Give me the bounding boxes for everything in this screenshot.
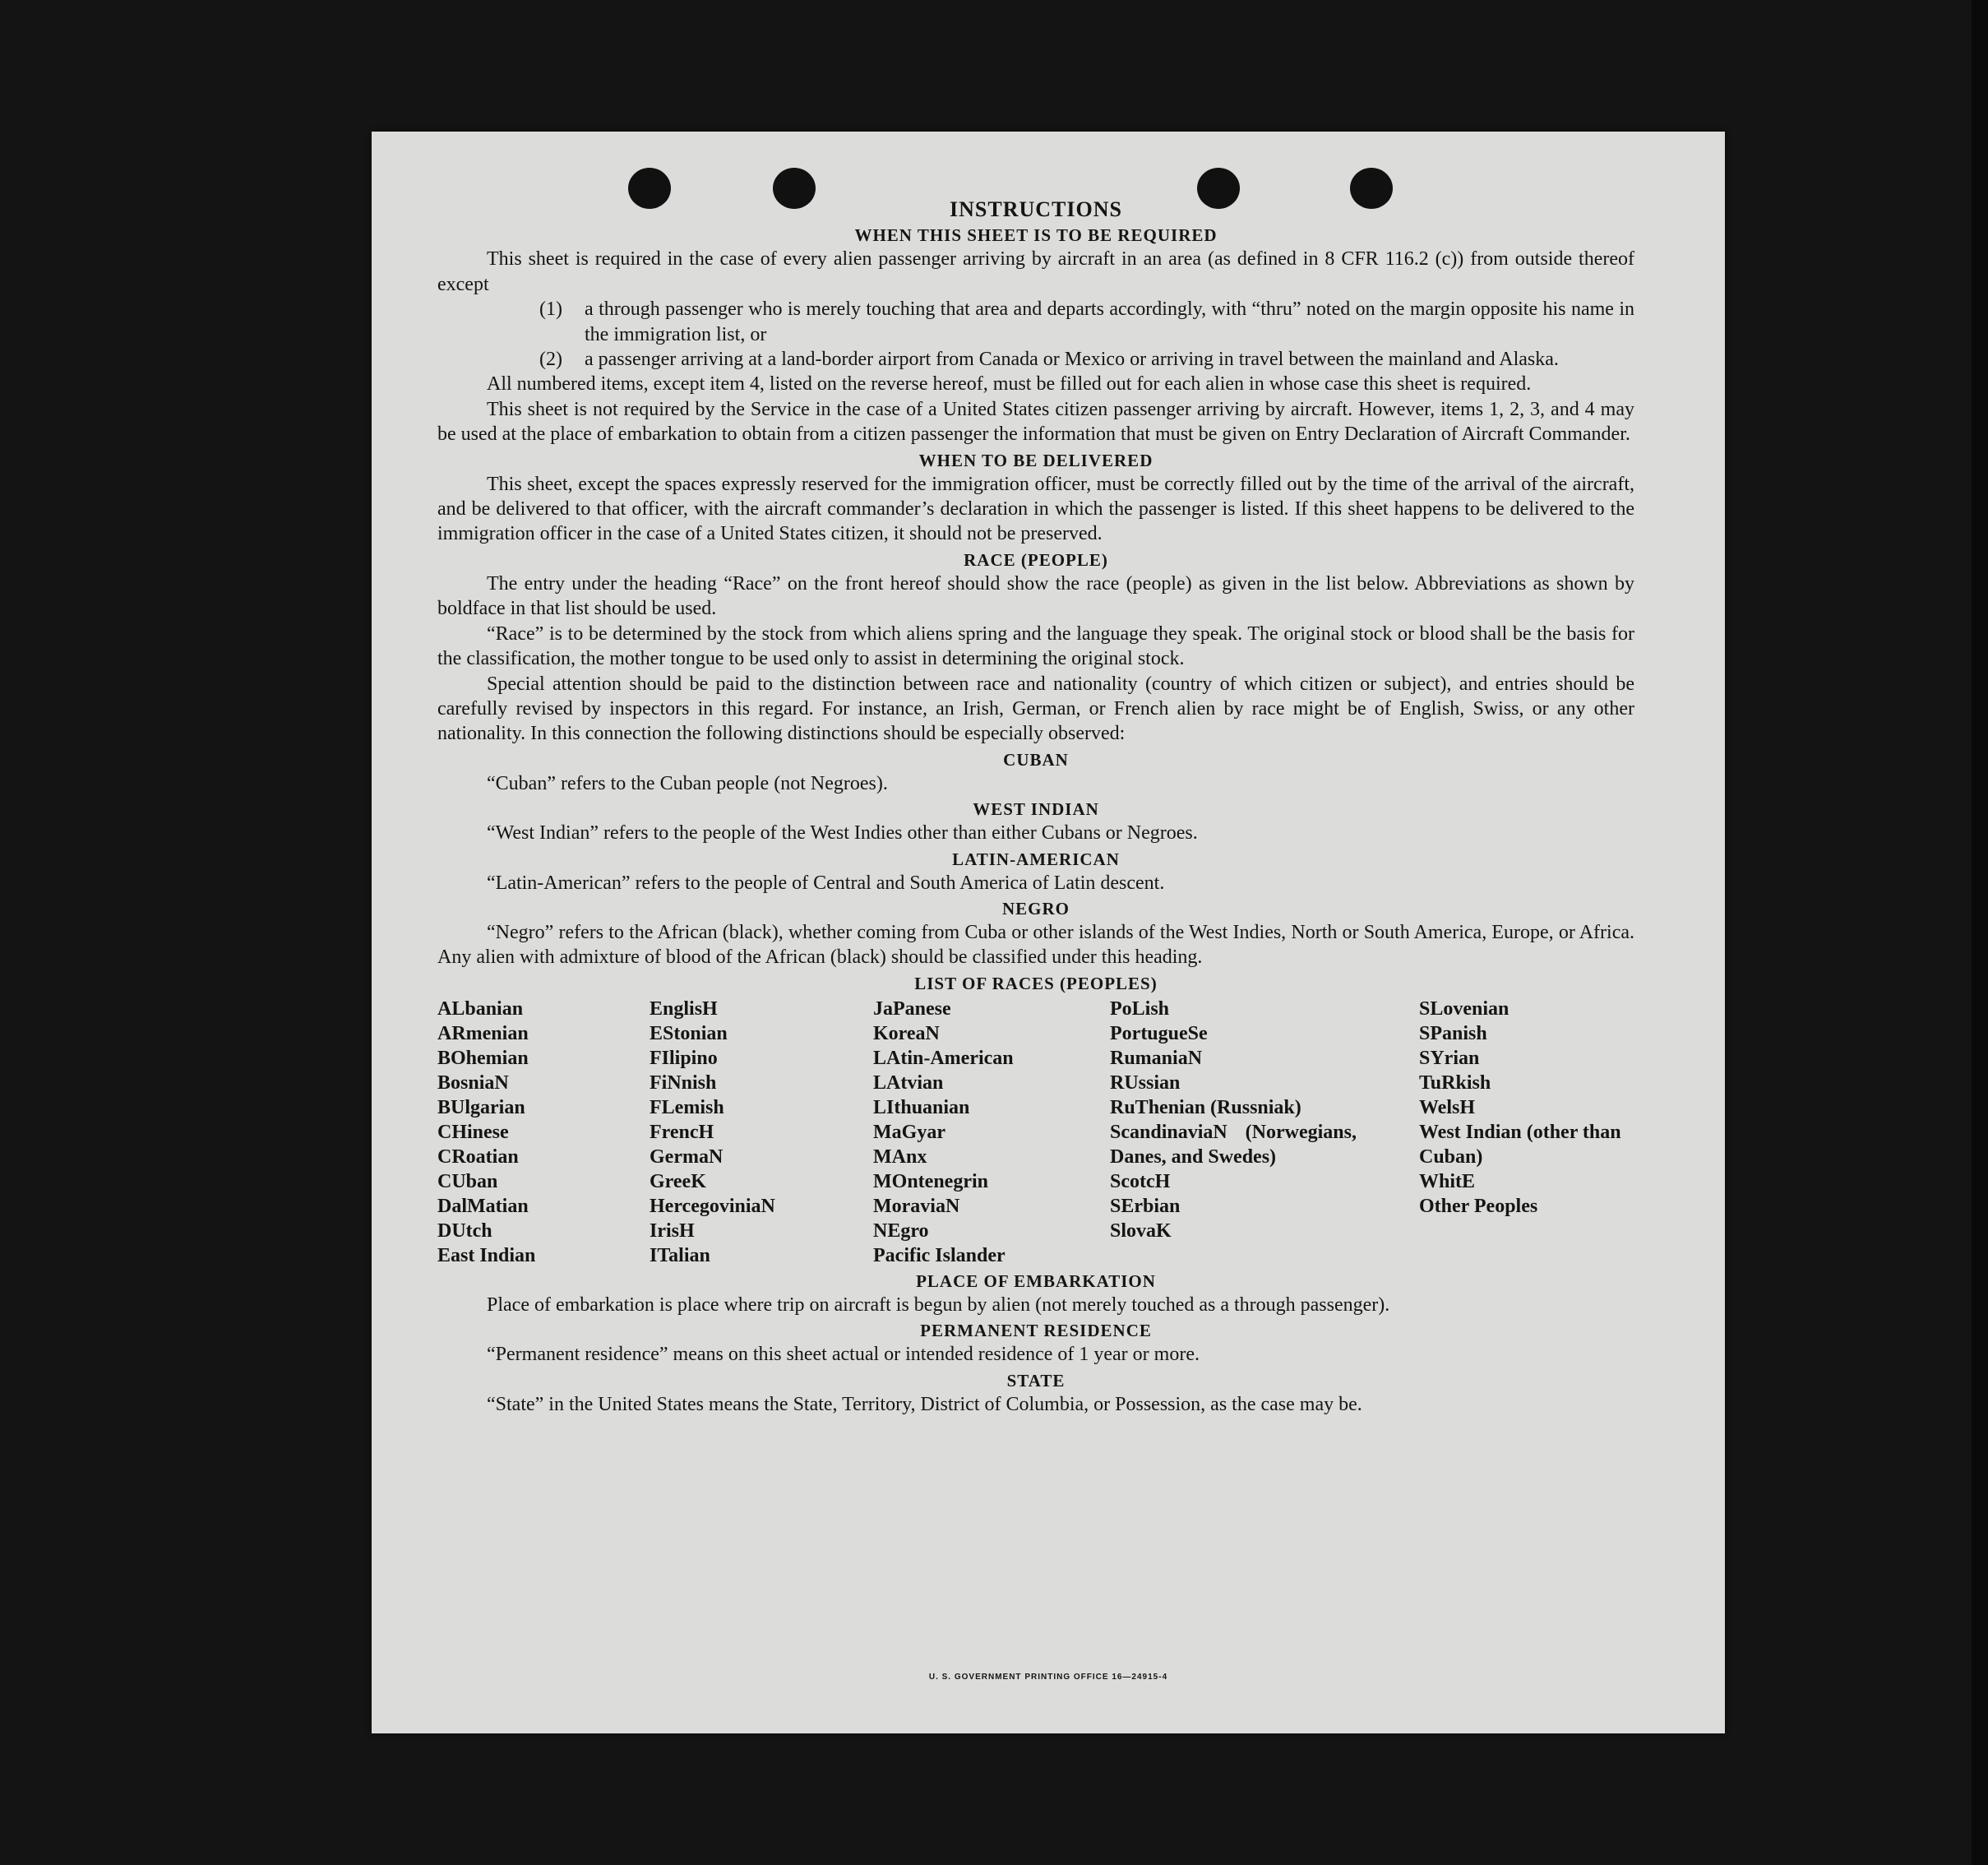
race-entry: LIthuanian (873, 1096, 970, 1118)
race-entry: FiNnish (650, 1071, 717, 1094)
paragraph: The entry under the heading “Race” on the front hereof should show the race (people) as given in the list below. Abbreviations as shown by boldface in that list should be used. (437, 572, 1634, 620)
paragraph: Special attention should be paid to the distinction between race and nationality (country of which citizen or subject), and entries should be carefully revised by inspectors in this regard. For instance, an Irish, German, or French alien by race might be of English, Swiss, or any other nationality. In this connection the following distinctions should be especially observed: (437, 673, 1634, 745)
section-heading-race: RACE (PEOPLE) (964, 549, 1108, 570)
document-page (372, 132, 1725, 1733)
race-entry: SPanish (1419, 1022, 1487, 1044)
race-entry: LAtvian (873, 1071, 944, 1094)
paragraph: “West Indian” refers to the people of the West Indies other than either Cubans or Negroes. (487, 822, 1198, 845)
race-entry: EnglisH (650, 997, 718, 1020)
race-entry: MaGyar (873, 1121, 945, 1143)
races-column (650, 997, 873, 1268)
race-entry: FrencH (650, 1121, 714, 1143)
race-entry: CUban (437, 1170, 498, 1192)
section-heading-residence: PERMANENT RESIDENCE (920, 1321, 1152, 1341)
exception-item (539, 347, 1634, 372)
race-entry: DalMatian (437, 1195, 529, 1217)
race-entry: HercegoviniaN (650, 1195, 775, 1217)
race-entry: BUlgarian (437, 1096, 525, 1118)
race-entry: KoreaN (873, 1022, 940, 1044)
races-list-heading: LIST OF RACES (PEOPLES) (914, 973, 1158, 993)
section-heading-delivered: WHEN TO BE DELIVERED (918, 450, 1154, 470)
race-entry: ARmenian (437, 1022, 529, 1044)
race-entry: GreeK (650, 1170, 706, 1192)
race-entry: CRoatian (437, 1145, 519, 1168)
race-entry: BOhemian (437, 1047, 529, 1069)
item-number: (2) (539, 349, 562, 371)
paragraph: “Latin-American” refers to the people of Central and South America of Latin descent. (487, 872, 1165, 894)
paragraph: This sheet is required in the case of every alien passenger arriving by aircraft in an area (as defined in 8 CFR 116.2 (c)) from outside thereof except (437, 248, 1634, 295)
item-text: a passenger arriving at a land-border airport from Canada or Mexico or arriving in travel between the mainland and Alaska. (585, 349, 1559, 371)
race-entry: NEgro (873, 1219, 929, 1242)
paragraph: “State” in the United States means the State, Territory, District of Columbia, or Possession, as the case may be. (487, 1393, 1362, 1415)
race-entry: ScandinaviaN (Norwegians, Danes, and Swedes) (1110, 1121, 1357, 1168)
paragraph: This sheet, except the spaces expressly reserved for the immigration officer, must be correctly filled out by the time of the arrival of the aircraft, and be delivered to that officer, with the aircraft commander’s declaration in which the passenger is listed. If this sheet happens to be delivered to the immigration officer in the case of a United States citizen, it should not be preserved. (437, 473, 1634, 545)
printer-imprint: U. S. GOVERNMENT PRINTING OFFICE 16—24915-4 (928, 1673, 1168, 1682)
race-entry: FIlipino (650, 1047, 718, 1069)
race-entry: RUssian (1110, 1071, 1181, 1094)
race-entry: BosniaN (437, 1071, 509, 1094)
races-column (1419, 997, 1634, 1268)
race-entry: RumaniaN (1110, 1047, 1203, 1069)
item-number: (1) (539, 298, 562, 321)
race-entry: East Indian (437, 1244, 536, 1266)
races-column (1110, 997, 1419, 1268)
race-entry: IrisH (650, 1219, 695, 1242)
race-entry: MAnx (873, 1145, 927, 1168)
race-entry: ScotcH (1110, 1170, 1171, 1192)
race-entry: PoLish (1110, 997, 1170, 1020)
race-entry: MoraviaN (873, 1195, 960, 1217)
page-title: INSTRUCTIONS (950, 197, 1122, 221)
races-list (437, 997, 1634, 1268)
race-entry: Other Peoples (1419, 1195, 1538, 1217)
section-heading-embarkation: PLACE OF EMBARKATION (916, 1270, 1156, 1291)
race-entry: RuThenian (Russniak) (1110, 1096, 1301, 1118)
race-entry: West Indian (other than Cuban) (1419, 1121, 1621, 1168)
race-entry: ALbanian (437, 997, 524, 1020)
race-entry: MOntenegrin (873, 1170, 988, 1192)
race-entry: SlovaK (1110, 1219, 1172, 1242)
race-entry: LAtin-American (873, 1047, 1014, 1069)
subheading-negro: NEGRO (1001, 898, 1070, 919)
race-entry: TuRkish (1419, 1071, 1491, 1094)
race-entry: SYrian (1419, 1047, 1480, 1069)
race-entry: FLemish (650, 1096, 724, 1118)
race-entry: WhitE (1419, 1170, 1476, 1192)
race-entry: JaPanese (873, 997, 951, 1020)
race-entry: GermaN (650, 1145, 724, 1168)
race-entry: SErbian (1110, 1195, 1181, 1217)
scan-border (1972, 0, 1988, 1865)
race-entry: EStonian (650, 1022, 728, 1044)
paragraph: All numbered items, except item 4, listed on the reverse hereof, must be filled out for each alien in whose case this sheet is required. (487, 373, 1532, 396)
race-entry: SLovenian (1419, 997, 1509, 1020)
subheading-west-indian: WEST INDIAN (973, 799, 1099, 820)
races-column (873, 997, 1110, 1268)
race-entry: WelsH (1419, 1096, 1476, 1118)
race-entry: ITalian (650, 1244, 710, 1266)
subheading-latin-american: LATIN-AMERICAN (952, 849, 1120, 869)
race-entry: DUtch (437, 1219, 492, 1242)
paragraph: This sheet is not required by the Service in the case of a United States citizen passenger arriving by aircraft. However, items 1, 2, 3, and 4 may be used at the place of embarkation to obtain from a citizen passenger the information that must be given on Entry Declaration of Aircraft Commander. (437, 398, 1634, 446)
paragraph: “Permanent residence” means on this sheet actual or intended residence of 1 year or more. (487, 1344, 1200, 1366)
race-entry: Pacific Islander (873, 1244, 1006, 1266)
instructions-body (437, 197, 1634, 1417)
section-heading-state: STATE (1006, 1370, 1066, 1391)
race-entry: PortugueSe (1110, 1022, 1208, 1044)
subheading-cuban: CUBAN (1003, 749, 1069, 770)
exception-item (539, 297, 1634, 347)
paragraph: “Negro” refers to the African (black), whether coming from Cuba or other islands of the West Indies, North or South America, Europe, or Africa. Any alien with admixture of blood of the African (black) should be classified under this heading. (437, 921, 1634, 969)
paragraph: Place of embarkation is place where trip on aircraft is begun by alien (not merely touched as a through passenger). (487, 1293, 1390, 1316)
paragraph: “Race” is to be determined by the stock from which aliens spring and the language they speak. The original stock or blood shall be the basis for the classification, the mother tongue to be used only to assist in determining the original stock. (437, 622, 1634, 670)
item-text: a through passenger who is merely touching that area and departs accordingly, with “thru” noted on the margin opposite his name in the immigration list, or (585, 298, 1634, 345)
race-entry: CHinese (437, 1121, 509, 1143)
section-heading-required: WHEN THIS SHEET IS TO BE REQUIRED (854, 225, 1218, 246)
races-column (437, 997, 650, 1268)
paragraph: “Cuban” refers to the Cuban people (not Negroes). (487, 772, 888, 794)
